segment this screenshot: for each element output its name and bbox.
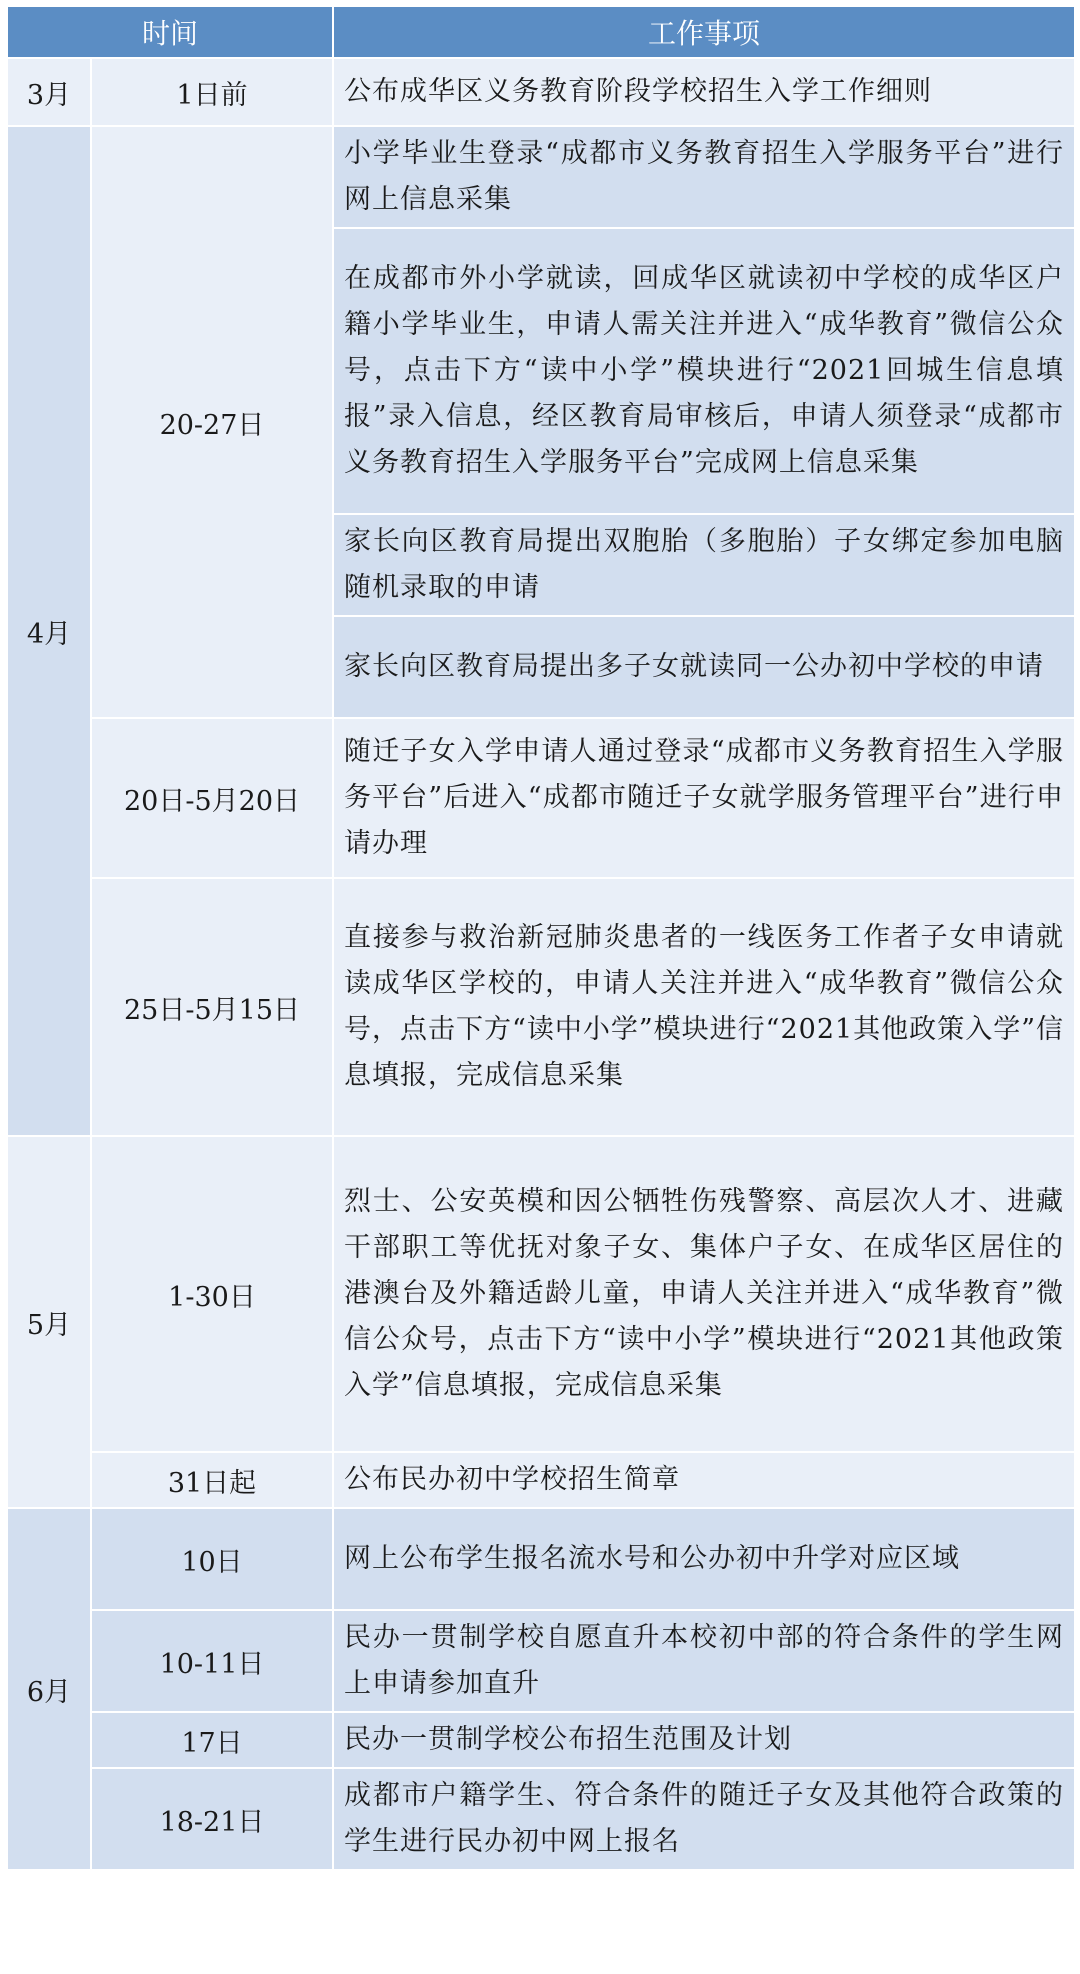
table-row xyxy=(7,1712,1075,1768)
table-row xyxy=(7,1136,1075,1452)
item-cell: 随迁子女入学申请人通过登录“成都市义务教育招生入学服务平台”后进入“成都市随迁子女就学服务管理平台”进行申请办理 xyxy=(333,718,1075,878)
table-row xyxy=(7,1452,1075,1508)
item-cell: 公布成华区义务教育阶段学校招生入学工作细则 xyxy=(333,58,1075,126)
date-cell: 18-21日 xyxy=(91,1768,333,1870)
header-time: 时间 xyxy=(7,6,333,58)
date-cell: 25日-5月15日 xyxy=(91,878,333,1136)
table-row xyxy=(7,1508,1075,1610)
date-cell: 10日 xyxy=(91,1508,333,1610)
table-row xyxy=(7,126,1075,228)
date-cell: 17日 xyxy=(91,1712,333,1768)
item-cell: 成都市户籍学生、符合条件的随迁子女及其他符合政策的学生进行民办初中网上报名 xyxy=(333,1768,1075,1870)
item-cell: 在成都市外小学就读，回成华区就读初中学校的成华区户籍小学毕业生，申请人需关注并进入“成华教育”微信公众号，点击下方“读中小学”模块进行“2021回城生信息填报”录入信息，经区教育局审核后，申请人须登录“成都市义务教育招生入学服务平台”完成网上信息采集 xyxy=(333,228,1075,514)
item-cell: 网上公布学生报名流水号和公办初中升学对应区域 xyxy=(333,1508,1075,1610)
item-cell: 家长向区教育局提出多子女就读同一公办初中学校的申请 xyxy=(333,616,1075,718)
header-task: 工作事项 xyxy=(333,6,1075,58)
item-cell: 家长向区教育局提出双胞胎（多胞胎）子女绑定参加电脑随机录取的申请 xyxy=(333,514,1075,616)
table-header-row xyxy=(7,6,1075,58)
month-cell: 5月 xyxy=(7,1136,91,1508)
date-cell: 10-11日 xyxy=(91,1610,333,1712)
table-row xyxy=(7,718,1075,878)
table-row xyxy=(7,1610,1075,1712)
item-cell: 民办一贯制学校自愿直升本校初中部的符合条件的学生网上申请参加直升 xyxy=(333,1610,1075,1712)
month-cell: 6月 xyxy=(7,1508,91,1870)
item-cell: 直接参与救治新冠肺炎患者的一线医务工作者子女申请就读成华区学校的，申请人关注并进入“成华教育”微信公众号，点击下方“读中小学”模块进行“2021其他政策入学”信息填报，完成信息采集 xyxy=(333,878,1075,1136)
table-row xyxy=(7,58,1075,126)
enrollment-schedule-table xyxy=(6,5,1076,1871)
date-cell: 20-27日 xyxy=(91,126,333,718)
date-cell: 1-30日 xyxy=(91,1136,333,1452)
date-cell: 31日起 xyxy=(91,1452,333,1508)
item-cell: 小学毕业生登录“成都市义务教育招生入学服务平台”进行网上信息采集 xyxy=(333,126,1075,228)
item-cell: 烈士、公安英模和因公牺牲伤残警察、高层次人才、进藏干部职工等优抚对象子女、集体户子女、在成华区居住的港澳台及外籍适龄儿童，申请人关注并进入“成华教育”微信公众号，点击下方“读中小学”模块进行“2021其他政策入学”信息填报，完成信息采集 xyxy=(333,1136,1075,1452)
date-cell: 1日前 xyxy=(91,58,333,126)
table-row xyxy=(7,878,1075,1136)
month-cell: 3月 xyxy=(7,58,91,126)
item-cell: 公布民办初中学校招生简章 xyxy=(333,1452,1075,1508)
table-row xyxy=(7,1768,1075,1870)
month-cell: 4月 xyxy=(7,126,91,1136)
date-cell: 20日-5月20日 xyxy=(91,718,333,878)
item-cell: 民办一贯制学校公布招生范围及计划 xyxy=(333,1712,1075,1768)
